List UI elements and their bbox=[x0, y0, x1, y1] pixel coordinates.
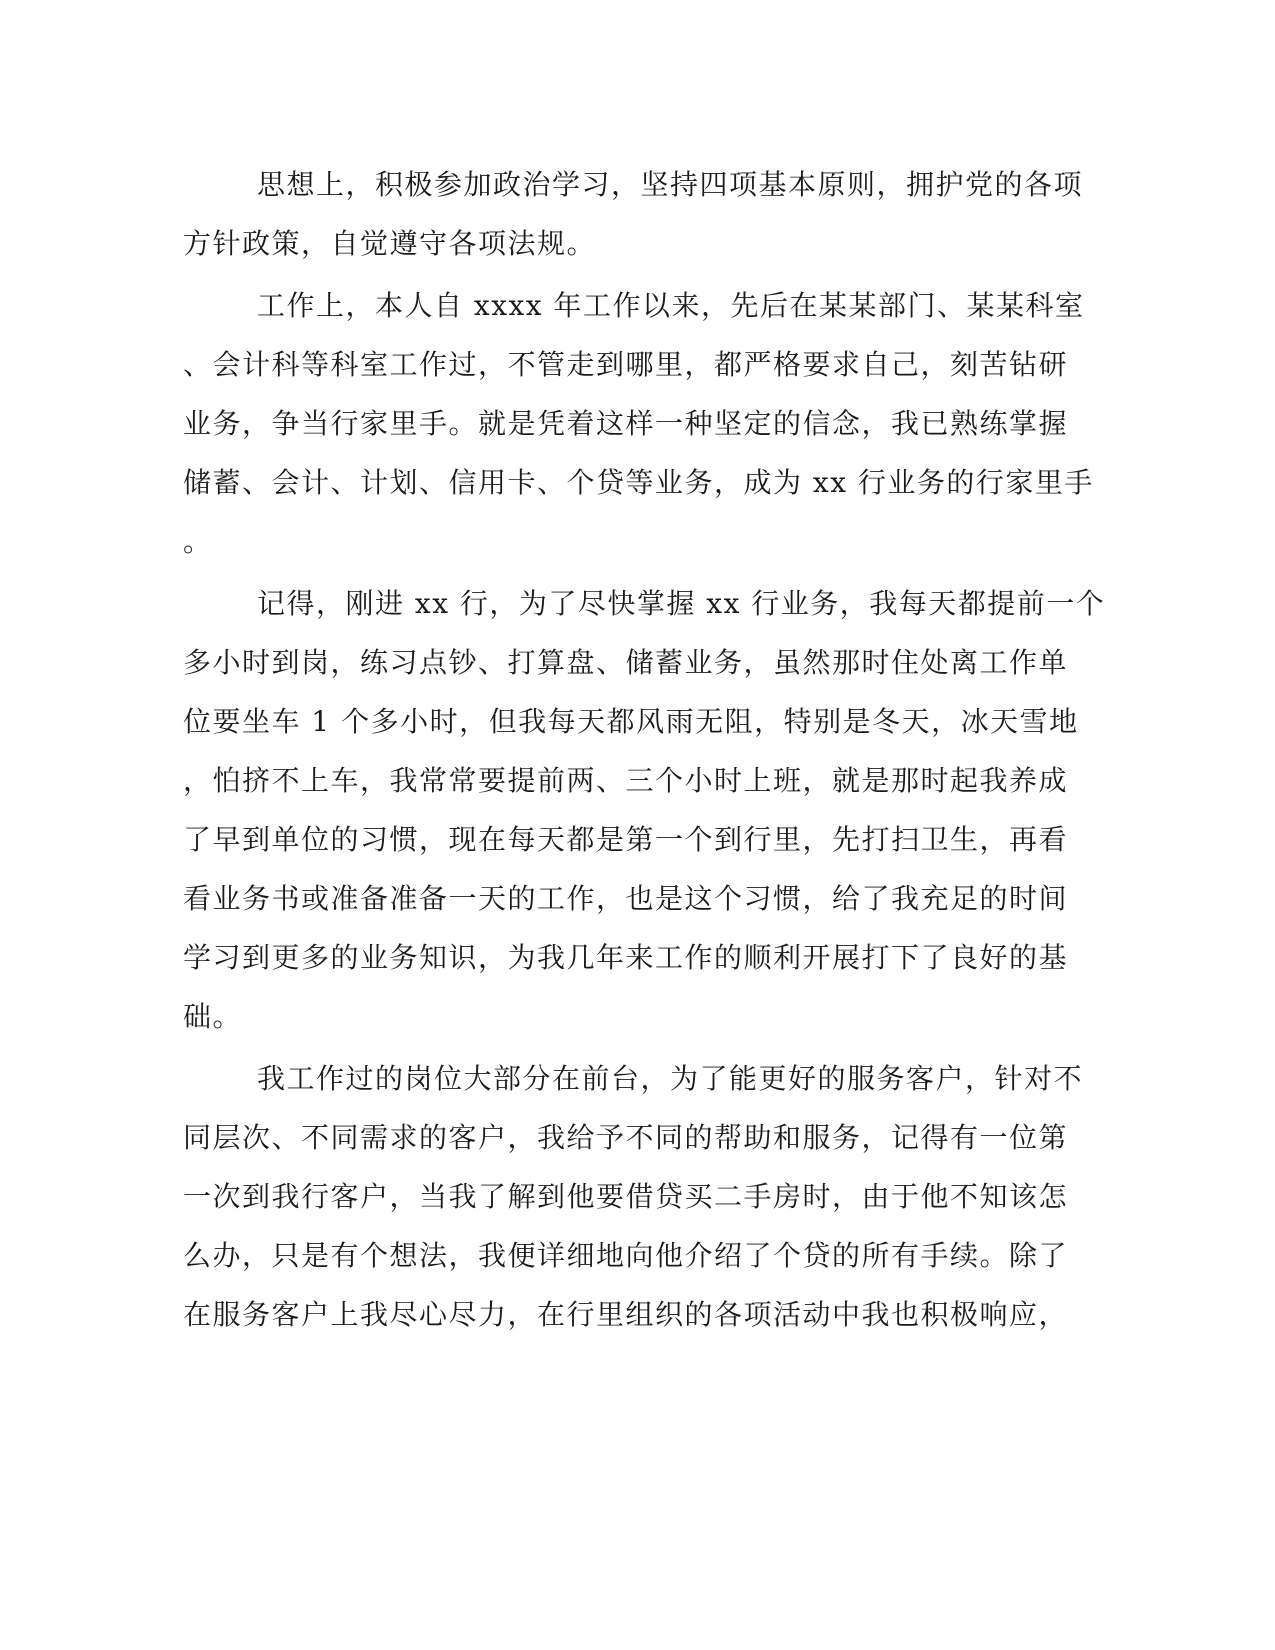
paragraph-2-line-3: 业务，争当行家里手。就是凭着这样一种坚定的信念，我已熟练掌握 bbox=[183, 407, 1069, 440]
paragraph-2-line-2: 、会计科等科室工作过，不管走到哪里，都严格要求自己，刻苦钻研 bbox=[183, 348, 1069, 381]
paragraph-3-line-8: 础。 bbox=[183, 1000, 243, 1033]
paragraph-2-line-1: 工作上，本人自 xxxx 年工作以来，先后在某某部门、某某科室 bbox=[257, 289, 1085, 322]
paragraph-4-line-5: 在服务客户上我尽心尽力，在行里组织的各项活动中我也积极响应， bbox=[183, 1298, 1069, 1331]
paragraph-4-line-4: 么办，只是有个想法，我便详细地向他介绍了个贷的所有手续。除了 bbox=[183, 1239, 1069, 1272]
paragraph-3-line-3: 位要坐车 1 个多小时，但我每天都风雨无阻，特别是冬天，冰天雪地 bbox=[183, 705, 1079, 738]
paragraph-4-line-1: 我工作过的岗位大部分在前台，为了能更好的服务客户，针对不 bbox=[257, 1062, 1084, 1095]
paragraph-3-line-7: 学习到更多的业务知识，为我几年来工作的顺利开展打下了良好的基 bbox=[183, 941, 1069, 974]
paragraph-4-line-2: 同层次、不同需求的客户，我给予不同的帮助和服务，记得有一位第 bbox=[183, 1121, 1069, 1154]
paragraph-3-line-4: ，怕挤不上车，我常常要提前两、三个小时上班，就是那时起我养成 bbox=[183, 764, 1069, 797]
paragraph-4-line-3: 一次到我行客户，当我了解到他要借贷买二手房时，由于他不知该怎 bbox=[183, 1180, 1069, 1213]
paragraph-2-line-4: 储蓄、会计、计划、信用卡、个贷等业务，成为 xx 行业务的行家里手 bbox=[183, 466, 1094, 499]
paragraph-3-line-2: 多小时到岗，练习点钞、打算盘、储蓄业务，虽然那时住处离工作单 bbox=[183, 646, 1069, 679]
paragraph-1-line-2: 方针政策，自觉遵守各项法规。 bbox=[183, 227, 597, 260]
paragraph-3-line-1: 记得，刚进 xx 行，为了尽快掌握 xx 行业务，我每天都提前一个 bbox=[257, 587, 1106, 620]
paragraph-1-line-1: 思想上，积极参加政治学习，坚持四项基本原则，拥护党的各项 bbox=[257, 168, 1084, 201]
paragraph-3-line-5: 了早到单位的习惯，现在每天都是第一个到行里，先打扫卫生，再看 bbox=[183, 823, 1069, 856]
paragraph-3-line-6: 看业务书或准备准备一天的工作，也是这个习惯，给了我充足的时间 bbox=[183, 882, 1069, 915]
paragraph-2-line-5: 。 bbox=[183, 525, 213, 558]
body-text bbox=[183, 155, 1106, 1344]
